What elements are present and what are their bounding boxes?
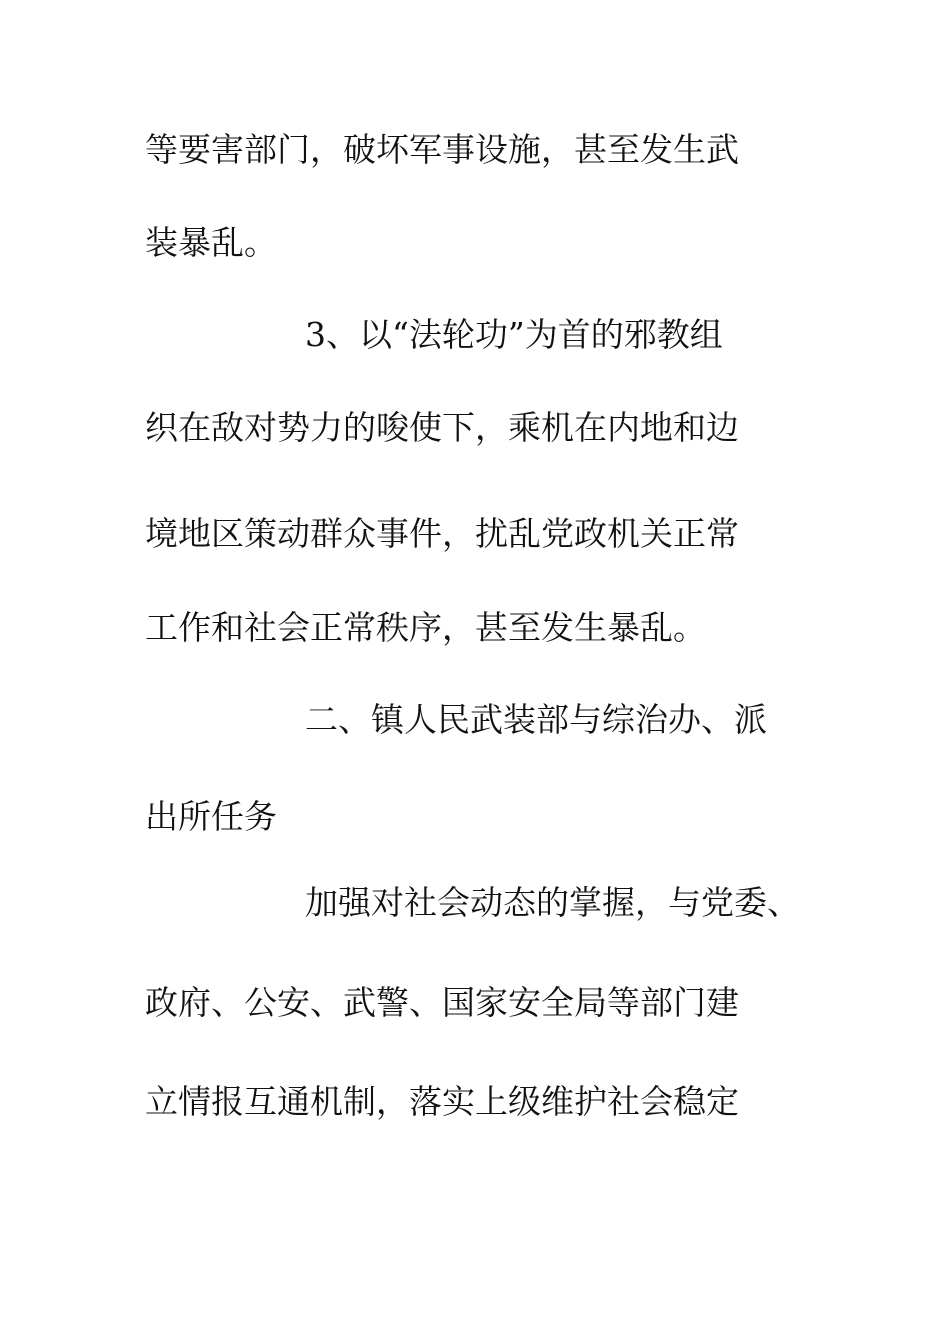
paragraph-start-line: 3、以“法轮功”为首的邪教组: [305, 315, 723, 354]
body-text-line: 工作和社会正常秩序，甚至发生暴乱。: [145, 608, 706, 647]
body-text-line: 织在敌对势力的唆使下，乘机在内地和边: [145, 408, 739, 447]
body-text-line: 境地区策动群众事件，扰乱党政机关正常: [145, 514, 739, 553]
body-text-line: 政府、公安、武警、国家安全局等部门建: [145, 983, 739, 1022]
section-heading-line: 出所任务: [145, 797, 277, 836]
body-text-line: 等要害部门，破坏军事设施，甚至发生武: [145, 130, 739, 169]
body-text-line: 立情报互通机制，落实上级维护社会稳定: [145, 1082, 739, 1121]
section-heading-line: 二、镇人民武装部与综治办、派: [305, 700, 767, 739]
paragraph-start-line: 加强对社会动态的掌握，与党委、: [305, 883, 800, 922]
body-text-line: 装暴乱。: [145, 223, 277, 262]
